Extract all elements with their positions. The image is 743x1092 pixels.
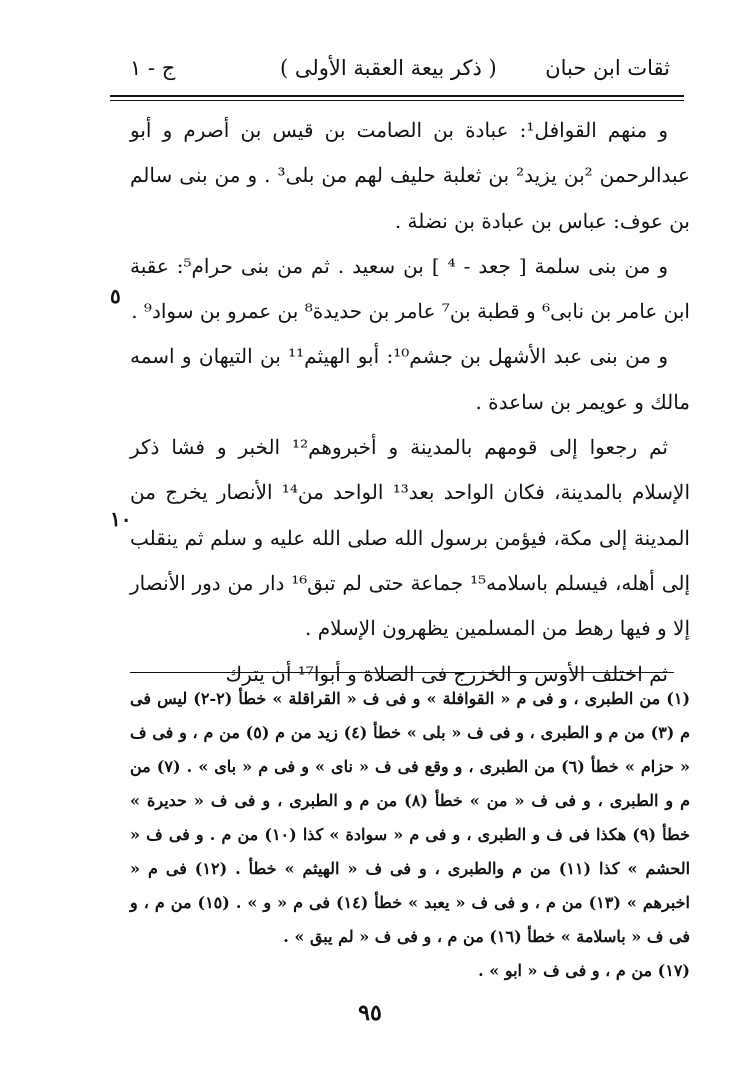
line-number: ١٠ <box>110 507 132 531</box>
footnotes <box>130 682 690 988</box>
paragraph: و من بنى عبد الأشهل بن جشم¹⁰: أبو الهيثم¹¹ بن التيهان و اسمه مالك و عويمر بن ساعدة . <box>130 344 690 414</box>
book-title: ثقات ابن حبان <box>545 56 670 80</box>
volume-label: ج - ١ <box>130 56 176 80</box>
paragraph: ثم رجعوا إلى قومهم بالمدينة و أخبروهم¹² الخبر و فشا ذكر الإسلام بالمدينة، فكان الواحد بعد¹³ الواحد من¹⁴ الأنصار يخرج من المدينة إلى مكة، فيؤمن برسول الله صلى الله عليه و سلم ثم ينقلب إلى أهله، فيسلم باسلامه¹⁵ جماعة حتى لم تبق¹⁶ دار من دور الأنصار إلا و فيها رهط من المسلمين يظهرون الإسلام . <box>130 435 691 641</box>
footnote-block: (١) من الطبرى ، و فى م « القوافلة » و فى ف « القراقلة » خطأ (٢-٢) ليس فى م (٣) من م و الطبرى ، و فى ف « بلى » خطأ (٤) زيد من م (٥) من م ، و فى ف « حزام » خطأ (٦) من الطبرى ، و وقع فى ف « ناى » و فى م « باى » . (٧) من م و الطبرى ، و فى ف « من » خطأ (٨) من م و الطبرى ، و فى ف « حديرة » خطأ (٩) هكذا فى ف و الطبرى ، و فى م « سوادة » كذا (١٠) من م . و فى ف « الحشم » كذا (١١) من م والطبرى ، و فى ف « الهيثم » خطأ . (١٢) فى م « اخبرهم » (١٣) من م ، و فى ف « يعبد » خطأ (١٤) فى م « و » . (١٥) من م ، و فى ف « باسلامة » خطأ (١٦) من م ، و فى ف « لم يبق » . <box>130 689 691 946</box>
paragraph: ثم اختلف الأوس و الخزرج فى الصلاة و أبوا¹⁷ أن يترك <box>225 661 668 686</box>
page-number: ٩٥ <box>358 1000 382 1026</box>
paragraph: و من بنى سلمة [ جعد - ⁴ ] بن سعيد . ثم من بنى حرام⁵: عقبة ابن عامر بن نابى⁶ و قطبة بن⁷ عامر بن حديدة⁸ بن عمرو بن سواد⁹ . <box>130 253 690 324</box>
running-header <box>110 56 670 92</box>
footnote-block: (١٧) من م ، و فى ف « ابو » . <box>478 961 690 980</box>
footnote-separator <box>130 672 674 673</box>
main-text <box>130 108 690 697</box>
header-rule-thin <box>110 100 684 101</box>
line-number: ٥ <box>110 284 121 308</box>
header-rule-thick <box>110 95 684 97</box>
paragraph: و منهم القوافل¹: عبادة بن الصامت بن قيس بن أصرم و أبو عبدالرحمن ²بن يزيد² بن ثعلبة حليف لهم من بلى³ . و من بنى سالم بن عوف: عباس بن عبادة بن نضلة . <box>130 118 690 233</box>
chapter-title: ( ذكر بيعة العقبة الأولى ) <box>280 56 497 80</box>
